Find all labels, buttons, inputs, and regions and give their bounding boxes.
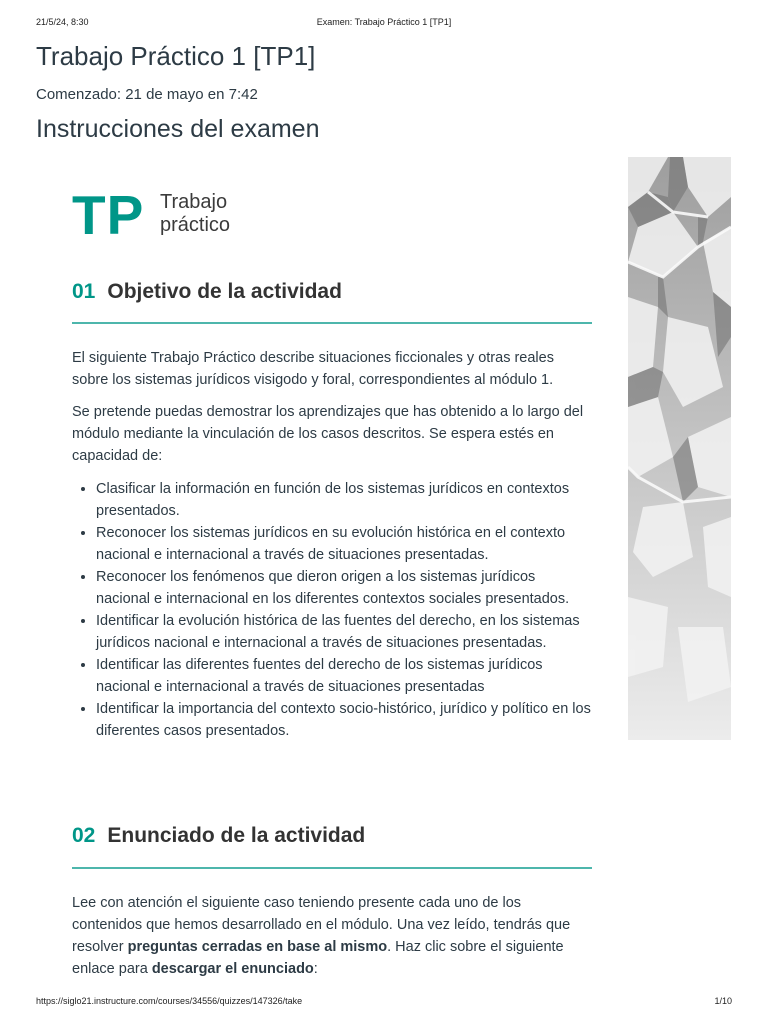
tp-logo-line1: Trabajo xyxy=(160,191,228,213)
section-title: Enunciado de la actividad xyxy=(107,824,366,847)
section-title: Objetivo de la actividad xyxy=(107,280,342,303)
statement-bold-text: preguntas cerradas en base al mismo xyxy=(127,939,388,955)
objective-paragraph-2: Se pretende puedas demostrar los aprendizajes que has obtenido a lo largo del módulo mediante la vinculación de los casos descritos. Se espera estés en capacidad de: xyxy=(72,404,584,464)
tp-logo-letters: TP xyxy=(72,184,145,246)
print-doc-title: Examen: Trabajo Práctico 1 [TP1] xyxy=(316,17,452,27)
section-heading-objetivo xyxy=(72,280,592,304)
statement-text: Lee con atención el siguiente caso teniendo presente cada uno de los contenidos que hemos desarrollado en el módulo. Una vez leído, tendrás que resolver xyxy=(72,895,571,955)
statement-text: : xyxy=(313,961,318,977)
abstract-architecture-image xyxy=(628,157,731,740)
statement-bold-text: descargar el enunciado xyxy=(151,961,314,977)
instructions-heading: Instrucciones del examen xyxy=(36,115,320,143)
statement-text: . Haz clic sobre el siguiente enlace para xyxy=(72,939,564,977)
section-number: 02 xyxy=(72,824,96,847)
print-datetime: 21/5/24, 8:30 xyxy=(36,17,89,27)
section-number: 01 xyxy=(72,280,96,303)
objective-paragraph-1: El siguiente Trabajo Práctico describe situaciones ficcionales y otras reales sobre los sistemas jurídicos visigodo y foral, correspondientes al módulo 1. xyxy=(72,350,554,388)
page-title: Trabajo Práctico 1 [TP1] xyxy=(36,41,316,71)
started-timestamp: Comenzado: 21 de mayo en 7:42 xyxy=(36,86,258,103)
section-divider xyxy=(72,867,592,869)
list-item: • Reconocer los sistemas jurídicos en su evolución histórica en el contexto nacional e internacional a través de situaciones presentadas. xyxy=(96,522,592,566)
section-divider xyxy=(72,322,592,324)
list-item: • Identificar la importancia del contexto socio-histórico, jurídico y político en los diferentes casos presentados. xyxy=(96,698,592,742)
tp-logo-words xyxy=(160,191,280,237)
print-url: https://siglo21.instructure.com/courses/34556/quizzes/147326/take xyxy=(36,996,303,1006)
list-item: • Identificar las diferentes fuentes del derecho de los sistemas jurídicos nacional e internacional a través de situaciones presentadas xyxy=(96,654,592,698)
decorative-side-image xyxy=(628,157,731,740)
list-item: • Clasificar la información en función de los sistemas jurídicos en contextos presentados. xyxy=(96,478,592,522)
list-item: • Reconocer los fenómenos que dieron origen a los sistemas jurídicos nacional e internacional en los diferentes contextos sociales presentados. xyxy=(96,566,592,610)
section-heading-enunciado xyxy=(72,824,592,848)
tp-logo-line2: práctico xyxy=(160,214,231,236)
list-item: • Identificar la evolución histórica de las fuentes del derecho, en los sistemas jurídicos nacional e internacional a través de situaciones presentadas. xyxy=(96,610,592,654)
statement-paragraph xyxy=(72,892,592,980)
print-page-number: 1/10 xyxy=(714,996,732,1006)
learning-objectives-list xyxy=(72,478,592,742)
